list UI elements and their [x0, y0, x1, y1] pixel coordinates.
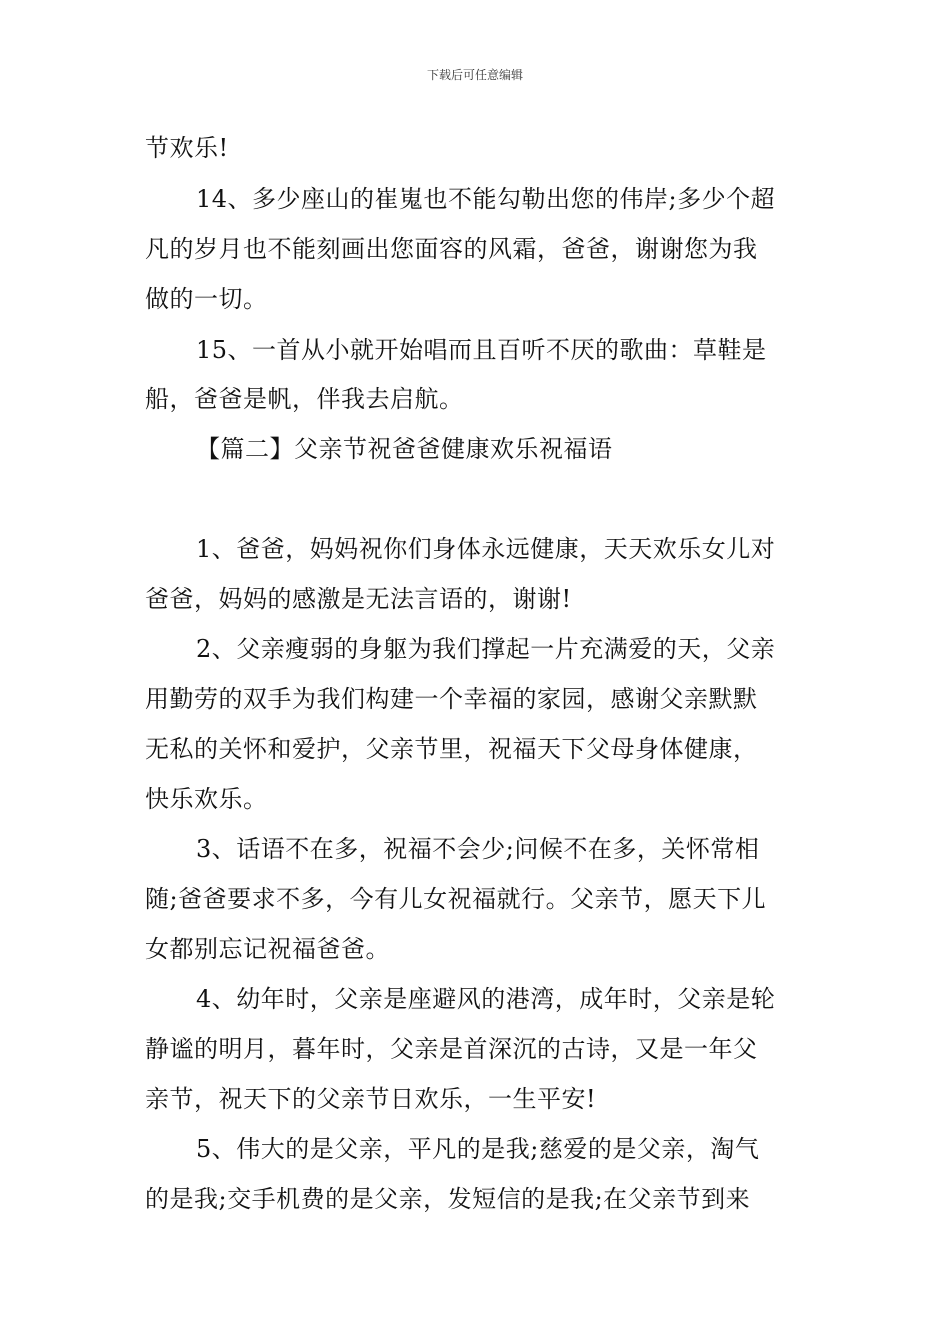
text-line: 亲节，祝天下的父亲节日欢乐，一生平安!: [145, 1085, 597, 1113]
text-line: 2、父亲瘦弱的身躯为我们撑起一片充满爱的天，父亲: [196, 635, 776, 663]
text-line: 的是我;交手机费的是父亲，发短信的是我;在父亲节到来: [145, 1185, 751, 1213]
text-line: 节欢乐!: [145, 134, 229, 162]
text-line: 14、多少座山的崔嵬也不能勾勒出您的伟岸;多少个超: [196, 185, 776, 213]
text-line: 3、话语不在多，祝福不会少;问候不在多，关怀常相: [196, 835, 760, 863]
page-header: 下载后可任意编辑: [426, 68, 523, 82]
text-line: 1、爸爸，妈妈祝你们身体永远健康，天天欢乐女儿对: [196, 535, 776, 563]
text-line: 爸爸，妈妈的感激是无法言语的，谢谢!: [145, 585, 572, 613]
text-line: 5、伟大的是父亲，平凡的是我;慈爱的是父亲，淘气: [196, 1135, 760, 1163]
text-line: 凡的岁月也不能刻画出您面容的风霜，爸爸，谢谢您为我: [145, 235, 758, 263]
text-line: 用勤劳的双手为我们构建一个幸福的家园，感谢父亲默默: [145, 685, 758, 713]
text-line: 随;爸爸要求不多，今有儿女祝福就行。父亲节，愿天下儿: [145, 885, 767, 913]
text-line: 船，爸爸是帆，伴我去启航。: [145, 385, 464, 413]
text-line: 4、幼年时，父亲是座避风的港湾，成年时，父亲是轮: [196, 985, 776, 1013]
text-line: 无私的关怀和爱护，父亲节里，祝福天下父母身体健康，: [145, 735, 758, 763]
text-line: 女都别忘记祝福爸爸。: [145, 935, 390, 963]
text-line: 做的一切。: [145, 285, 268, 313]
section-heading: 【篇二】父亲节祝爸爸健康欢乐祝福语: [196, 435, 613, 463]
text-line: 快乐欢乐。: [145, 785, 268, 813]
text-line: 静谧的明月，暮年时，父亲是首深沉的古诗，又是一年父: [145, 1035, 758, 1063]
text-line: 15、一首从小就开始唱而且百听不厌的歌曲：草鞋是: [196, 336, 767, 364]
